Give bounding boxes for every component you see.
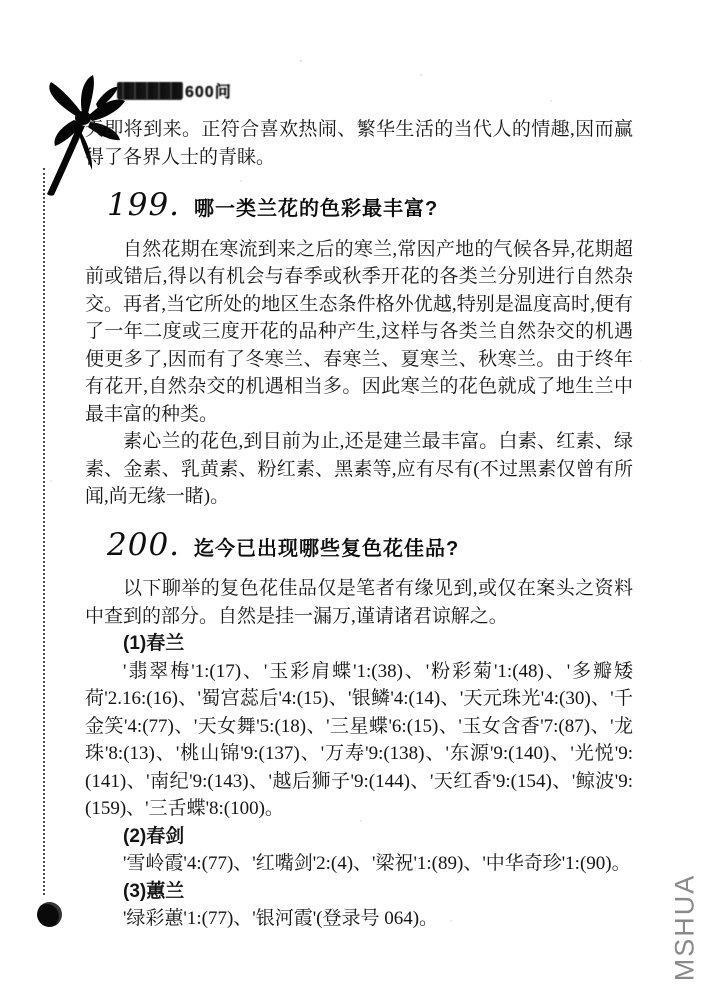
cultivar-list-huilan: '绿彩蕙'1:(77)、'银河霞'(登录号 064)。 bbox=[123, 908, 439, 929]
cultivar-list-chunjian: '雪岭霞'4:(77)、'红嘴剑'2:(4)、'梁祝'1:(89)、'中华奇珍'1:(90)。 bbox=[123, 853, 631, 874]
subitem-label-chunlan: (1)春兰 bbox=[123, 633, 185, 654]
section-200-heading bbox=[85, 526, 633, 564]
subitem-label-huilan: (3)蕙兰 bbox=[123, 880, 185, 902]
watermark-text: MSHUA bbox=[669, 873, 700, 981]
mshua-watermark bbox=[668, 868, 702, 986]
section-number: 199. bbox=[107, 187, 181, 223]
section-number: 200. bbox=[107, 526, 181, 563]
book-title-badge bbox=[117, 79, 239, 102]
subitem-label-chunjian: (2)春剑 bbox=[123, 825, 185, 847]
page-body bbox=[85, 116, 633, 933]
section-title: 哪一类兰花的色彩最丰富? bbox=[194, 198, 439, 220]
left-dotted-rule bbox=[43, 168, 45, 895]
paragraph: 自然花期在寒流到来之后的寒兰,常因产地的气候各异,花期超前或错后,得以有机会与春季或秋季开花的各类兰分别进行自然杂交。再者,当它所处的地区生态条件格外优越,特别是温度高时,便有了一年二度或三度开花的品种产生,这样与各类兰自然杂交的机遇便更多了,因而有了冬寒兰、春寒兰、夏寒兰、秋寒兰。由于终年有花开,自然杂交的机遇相当多。因此寒兰的花色就成了地生兰中最丰富的种类。 bbox=[85, 238, 633, 425]
page-number-badge bbox=[37, 902, 62, 927]
paragraph: 素心兰的花色,到目前为止,还是建兰最丰富。白素、红素、绿素、金素、乳黄素、粉红素、黑素等,应有尽有(不过黑素仅曾有所闻,尚无缘一睹)。 bbox=[85, 431, 633, 507]
section-title: 迄今已出现哪些复色花佳品? bbox=[194, 537, 460, 560]
badge-text: 600问 bbox=[185, 84, 232, 101]
cultivar-list-chunlan: '翡翠梅'1:(17)、'玉彩肩蝶'1:(38)、'粉彩菊'1:(48)、'多瓣矮荷'2.16:(16)、'蜀宫蕊后'4:(15)、'银鳞'4:(14)、'天元珠光'4:(30)、'千金笑'4:(77)、'天女舞'5:(18)、'三星蝶'6:(15)、'玉女含香'7:(87)、'龙珠'8:(13)、'桃山锦'9:(137)、'万寿'9:(138)、'东源'9:(140)、'光悦'9:(141)、'南纪'9:(143)、'越后狮子'9:(144)、'天红香'9:(154)、'鲸波'9:(159)、'三舌蝶'8:(100)。 bbox=[85, 660, 633, 819]
section-199-heading bbox=[85, 189, 633, 224]
smudged-title-text bbox=[117, 82, 183, 99]
paragraph: 以下聊举的复色花佳品仅是笔者有缘见到,或仅在案头之资料中查到的部分。自然是挂一漏万,谨请诸君谅解之。 bbox=[85, 578, 633, 627]
scan-noise bbox=[300, 60, 302, 62]
intro-paragraph: 天即将到来。正符合喜欢热闹、繁华生活的当代人的情趣,因而赢得了各界人士的青睐。 bbox=[85, 119, 633, 168]
